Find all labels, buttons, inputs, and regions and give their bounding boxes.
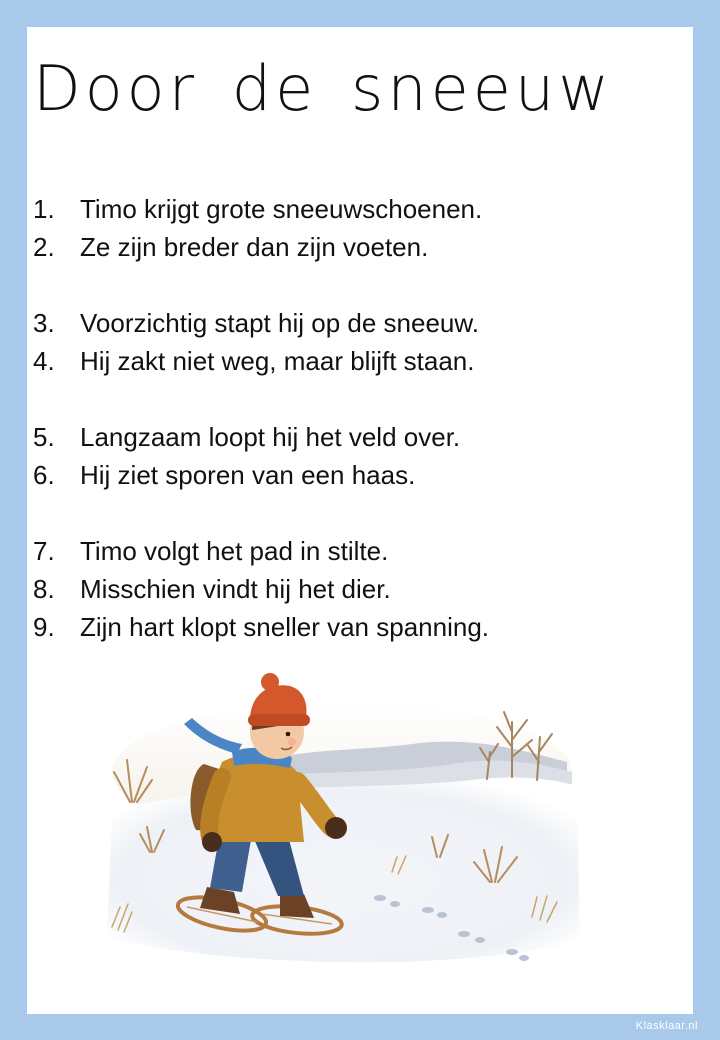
sentence-item: [33, 532, 489, 570]
sentence-number: 8.: [33, 574, 55, 604]
page-title: Door de sneeuw: [33, 52, 613, 125]
sentence-list: [33, 190, 489, 646]
sentence-item: [33, 456, 489, 494]
sentence-number: 9.: [33, 612, 55, 642]
sentence-number: 2.: [33, 232, 55, 262]
sentence-item: [33, 608, 489, 646]
sentence-item: [33, 570, 489, 608]
sentence-text: Ze zijn breder dan zijn voeten.: [80, 232, 429, 262]
sentence-item: [33, 418, 489, 456]
sentence-item: [33, 190, 489, 228]
sentence-text: Hij zakt niet weg, maar blijft staan.: [80, 346, 475, 376]
sentence-text: Timo krijgt grote sneeuwschoenen.: [80, 194, 483, 224]
sentence-text: Misschien vindt hij het dier.: [80, 574, 391, 604]
sentence-item: [33, 304, 489, 342]
sentence-item: [33, 228, 489, 266]
watermark: Klasklaar.nl: [635, 1020, 698, 1032]
sentence-text: Langzaam loopt hij het veld over.: [80, 422, 461, 452]
sentence-text: Voorzichtig stapt hij op de sneeuw.: [80, 308, 479, 338]
sentence-text: Timo volgt het pad in stilte.: [80, 536, 389, 566]
sentence-number: 3.: [33, 308, 55, 338]
sentence-number: 7.: [33, 536, 55, 566]
sentence-number: 4.: [33, 346, 55, 376]
sentence-text: Hij ziet sporen van een haas.: [80, 460, 416, 490]
sentence-number: 6.: [33, 460, 55, 490]
snowshoe-boy-illustration: [92, 652, 582, 972]
sentence-number: 5.: [33, 422, 55, 452]
sentence-text: Zijn hart klopt sneller van spanning.: [80, 612, 490, 642]
sentence-item: [33, 342, 489, 380]
sentence-number: 1.: [33, 194, 55, 224]
